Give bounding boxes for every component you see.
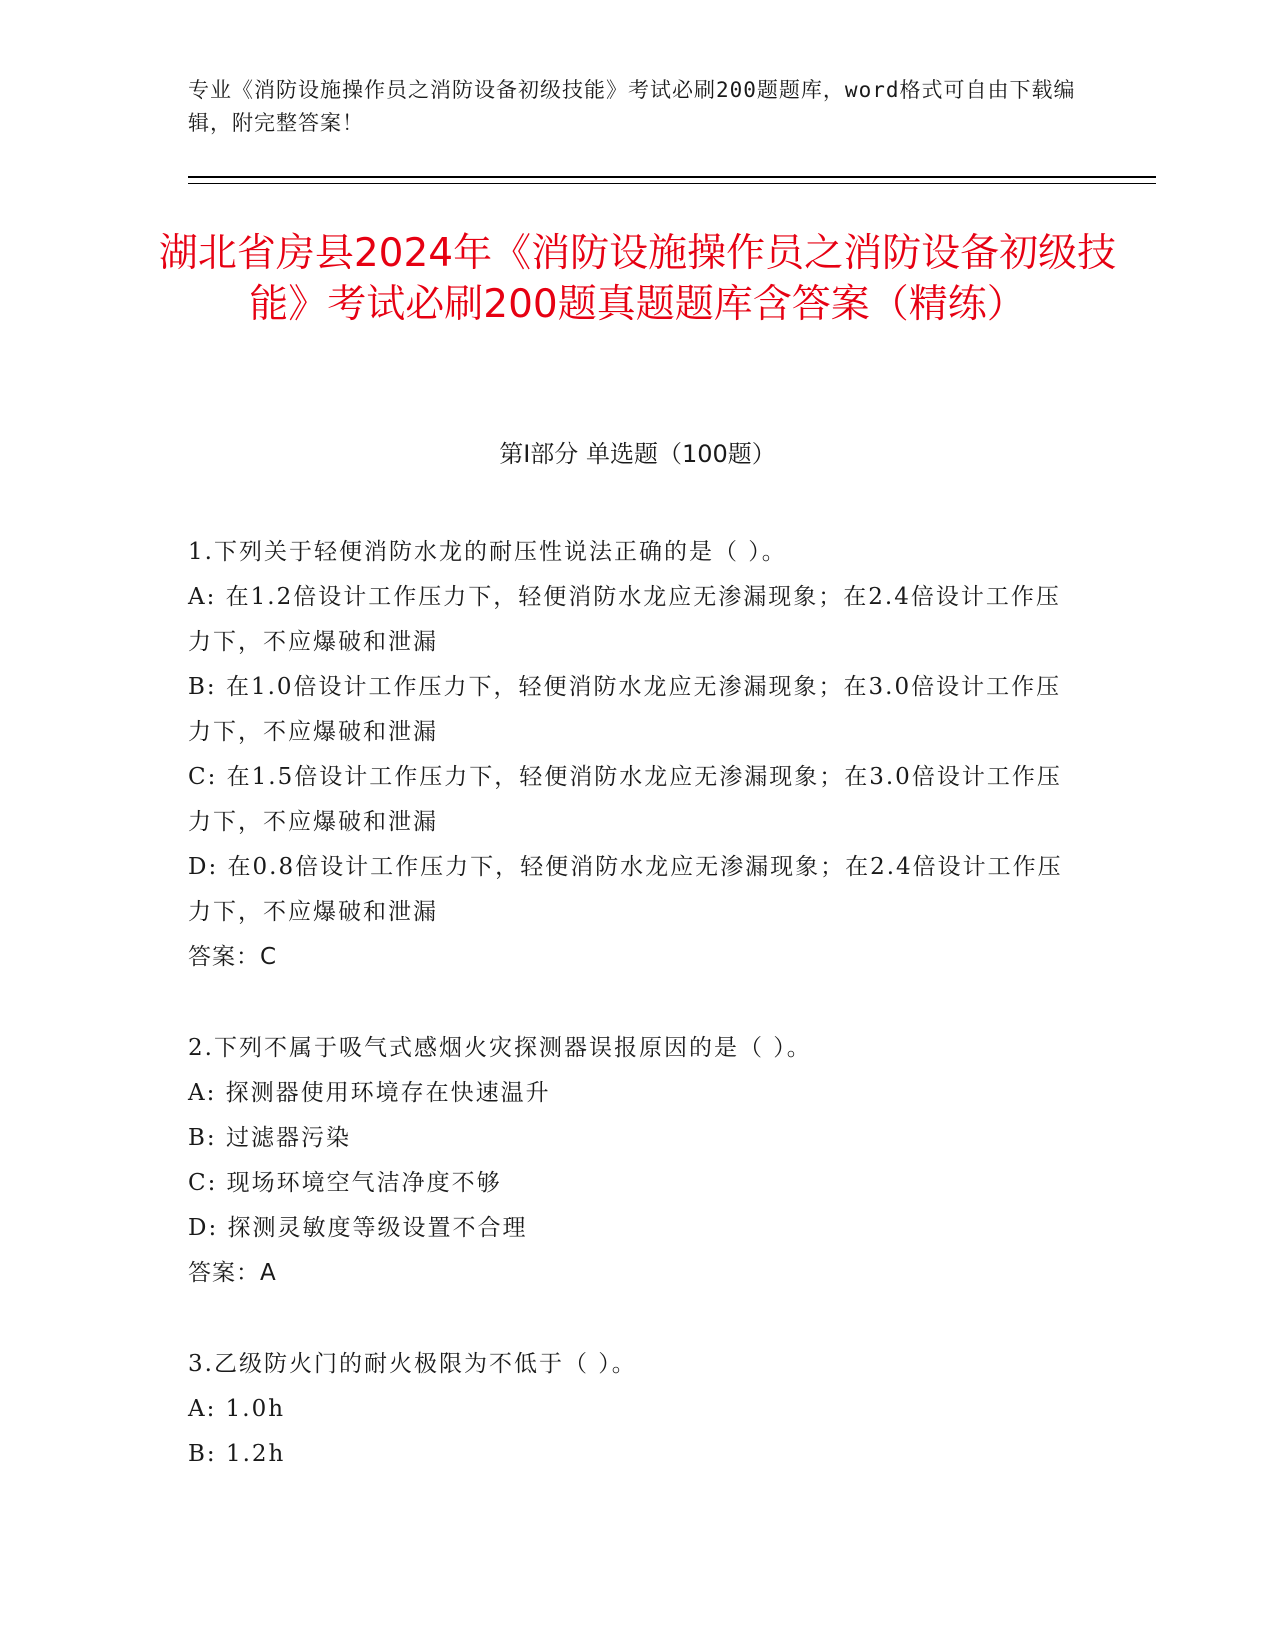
option-c: C: 现场环境空气洁净度不够 xyxy=(188,1170,502,1196)
question-1 xyxy=(188,530,1073,980)
option-c: C: 在1.5倍设计工作压力下，轻便消防水龙应无渗漏现象；在3.0倍设计工作压力下，不应爆破和泄漏 xyxy=(188,764,1062,835)
answer: 答案：A xyxy=(188,1260,277,1286)
question-stem: 3.乙级防火门的耐火极限为不低于（ ）。 xyxy=(188,1351,637,1377)
header-divider-thick xyxy=(188,176,1156,178)
option-d: D: 探测灵敏度等级设置不合理 xyxy=(188,1215,528,1241)
option-a: A: 1.0h xyxy=(188,1396,286,1422)
option-b: B: 1.2h xyxy=(188,1441,286,1467)
option-b: B: 在1.0倍设计工作压力下，轻便消防水龙应无渗漏现象；在3.0倍设计工作压力下，不应爆破和泄漏 xyxy=(188,674,1062,745)
section-heading: 第I部分 单选题（100题） xyxy=(499,440,776,468)
question-stem: 2.下列不属于吸气式感烟火灾探测器误报原因的是（ ）。 xyxy=(188,1035,812,1061)
header-divider-thin xyxy=(188,183,1156,184)
option-a: A: 探测器使用环境存在快速温升 xyxy=(188,1080,551,1106)
question-2 xyxy=(188,1026,1073,1296)
question-3 xyxy=(188,1342,1073,1477)
answer: 答案：C xyxy=(188,944,278,970)
option-b: B: 过滤器污染 xyxy=(188,1125,351,1151)
option-a: A: 在1.2倍设计工作压力下，轻便消防水龙应无渗漏现象；在2.4倍设计工作压力下，不应爆破和泄漏 xyxy=(188,584,1061,655)
document-title: 湖北省房县2024年《消防设施操作员之消防设备初级技能》考试必刷200题真题题库含答案（精练） xyxy=(158,231,1117,327)
option-d: D: 在0.8倍设计工作压力下，轻便消防水龙应无渗漏现象；在2.4倍设计工作压力下，不应爆破和泄漏 xyxy=(188,854,1063,925)
question-stem: 1.下列关于轻便消防水龙的耐压性说法正确的是（ ）。 xyxy=(188,539,787,565)
question-list xyxy=(188,530,1073,1523)
header-note: 专业《消防设施操作员之消防设备初级技能》考试必刷200题题库，word格式可自由下载编辑，附完整答案！ xyxy=(188,78,1076,135)
